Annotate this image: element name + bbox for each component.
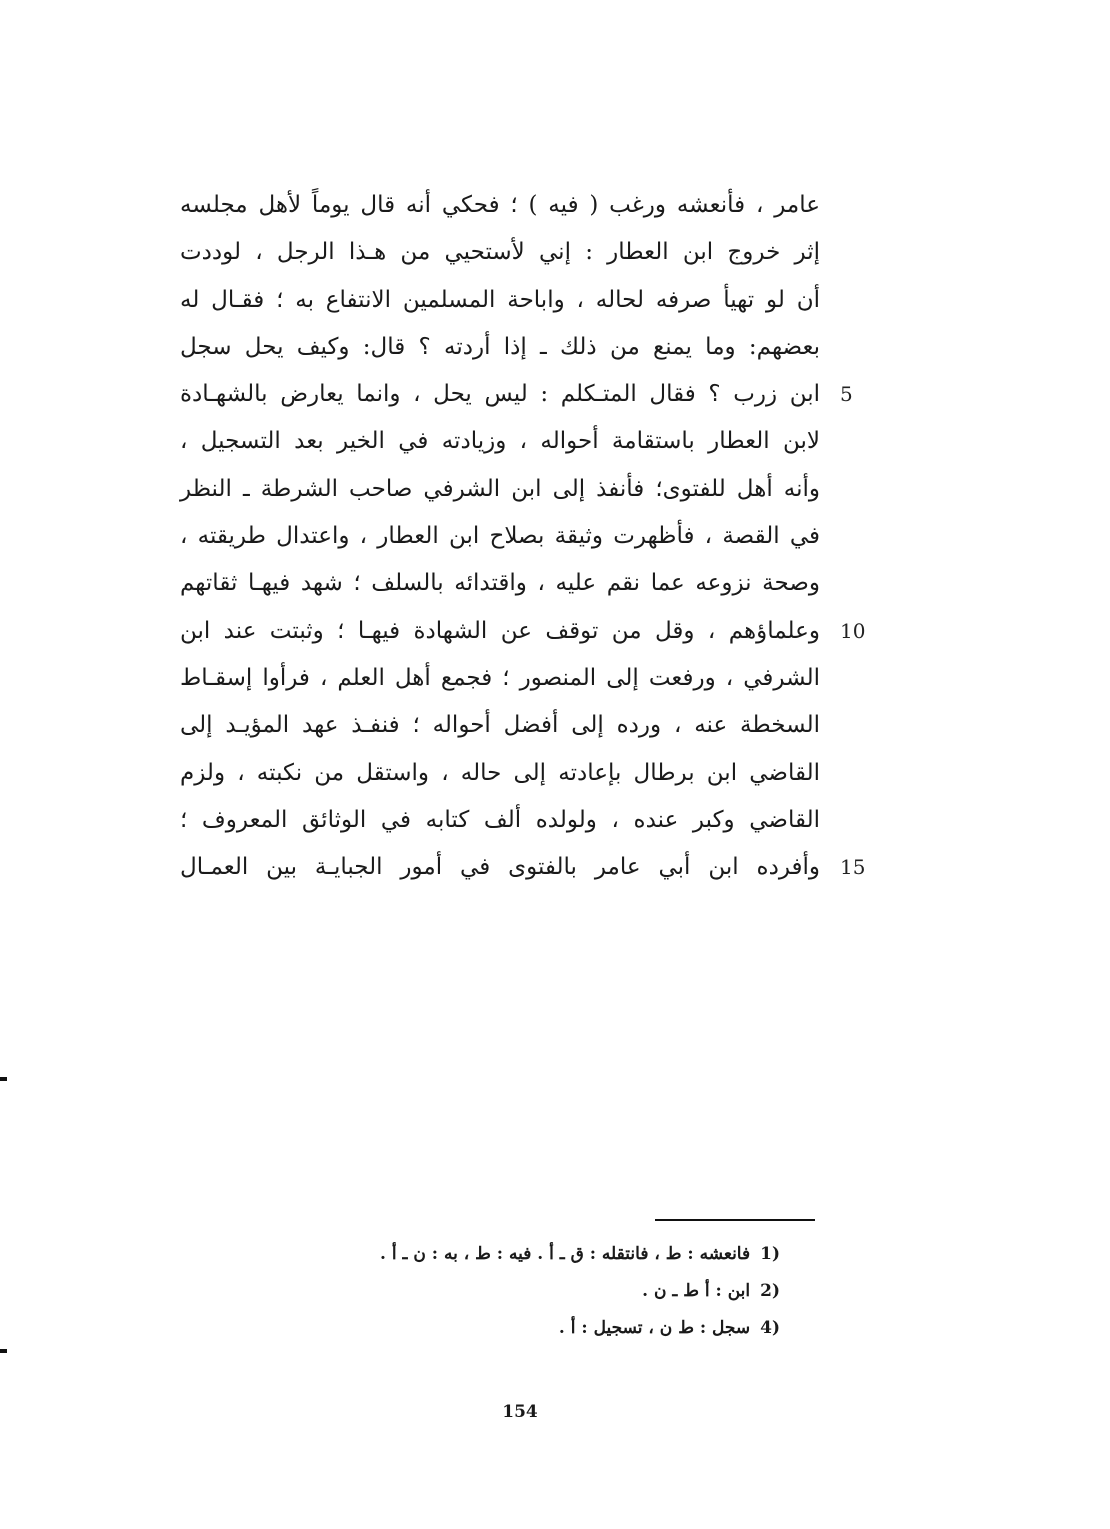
line-text: القاضي وكبر عنده ، ولولده ألف كتابه في الوثائق المعروف ؛ <box>180 806 820 833</box>
text-line <box>180 797 820 844</box>
line-text: القاضي ابن برطال بإعادته إلى حاله ، واستقل من نكبته ، ولزم <box>180 759 820 786</box>
text-line <box>180 324 820 371</box>
text-line <box>180 655 820 702</box>
line-text: الشرفي ، ورفعت إلى المنصور ؛ فجمع أهل العلم ، فرأوا إسقـاط <box>180 664 820 691</box>
footnote-text: ابن : أ ط ـ ن . <box>642 1281 751 1301</box>
text-line <box>180 608 866 655</box>
text-line <box>180 182 820 229</box>
line-text: وأنه أهل للفتوى؛ فأنفذ إلى ابن الشرفي صاحب الشرطة ـ النظر <box>180 475 820 502</box>
line-text: السخطة عنه ، ورده إلى أفضل أحواله ؛ فنفـذ عهد المؤيـد إلى <box>180 712 820 739</box>
text-line <box>180 277 820 324</box>
text-line <box>180 513 820 560</box>
main-text-block <box>180 182 866 891</box>
text-line <box>180 371 853 418</box>
page-number: 154 <box>502 1402 538 1422</box>
scan-edge-mark <box>0 1349 7 1353</box>
line-text: وعلماؤهم ، وقل من توقف عن الشهادة فيهـا ؛ وثبتت عند ابن <box>180 617 820 644</box>
footnote-text: فانعشه : ط ، فانتقله : ق ـ أ . فيه : ط ، به : ن ـ أ . <box>379 1244 751 1264</box>
text-line <box>180 750 820 797</box>
footnotes-block <box>280 1236 780 1347</box>
scan-edge-mark <box>0 1077 7 1081</box>
footnote-number: 2) <box>760 1281 780 1301</box>
line-text: أن لو تهيأ صرفه لحاله ، واباحة المسلمين الانتفاع به ؛ فقـال له <box>180 286 820 313</box>
footnote-number: 1) <box>760 1244 780 1264</box>
line-text: لابن العطار باستقامة أحواله ، وزيادته في الخير بعد التسجيل ، <box>180 428 820 455</box>
line-text: إثر خروج ابن العطار : إني لأستحيي من هـذا الرجل ، لوددت <box>180 239 820 266</box>
line-text: وصحة نزوعه عما نقم عليه ، واقتدائه بالسلف ؛ شهد فيهـا ثقاتهم <box>180 570 820 597</box>
text-line <box>180 229 820 276</box>
line-number: 5 <box>840 382 853 407</box>
text-line <box>180 844 866 891</box>
footnote <box>280 1236 780 1273</box>
text-line <box>180 560 820 607</box>
line-text: وأفرده ابن أبي عامر بالفتوى في أمور الجبايـة بين العمـال <box>180 854 820 881</box>
line-number: 10 <box>840 618 866 643</box>
text-line <box>180 418 820 465</box>
footnote-number: 4) <box>760 1318 780 1338</box>
footnote <box>280 1310 780 1347</box>
footnote <box>280 1273 780 1310</box>
footnote-divider <box>655 1219 815 1221</box>
line-text: بعضهم: وما يمنع من ذلك ـ إذا أردته ؟ قال: وكيف يحل سجل <box>180 333 820 360</box>
line-text: ابن زرب ؟ فقال المتـكلم : ليس يحل ، وانما يعارض بالشهـادة <box>180 381 820 408</box>
line-number: 15 <box>840 855 866 880</box>
text-line <box>180 702 820 749</box>
text-line <box>180 466 820 513</box>
footnote-text: سجل : ط ن ، تسجيل : أ . <box>558 1318 751 1338</box>
line-text: في القصة ، فأظهرت وثيقة بصلاح ابن العطار ، واعتدال طريقته ، <box>180 523 820 550</box>
line-text: عامر ، فأنعشه ورغب ( فيه ) ؛ فحكي أنه قال يوماً لأهل مجلسه <box>180 192 820 218</box>
